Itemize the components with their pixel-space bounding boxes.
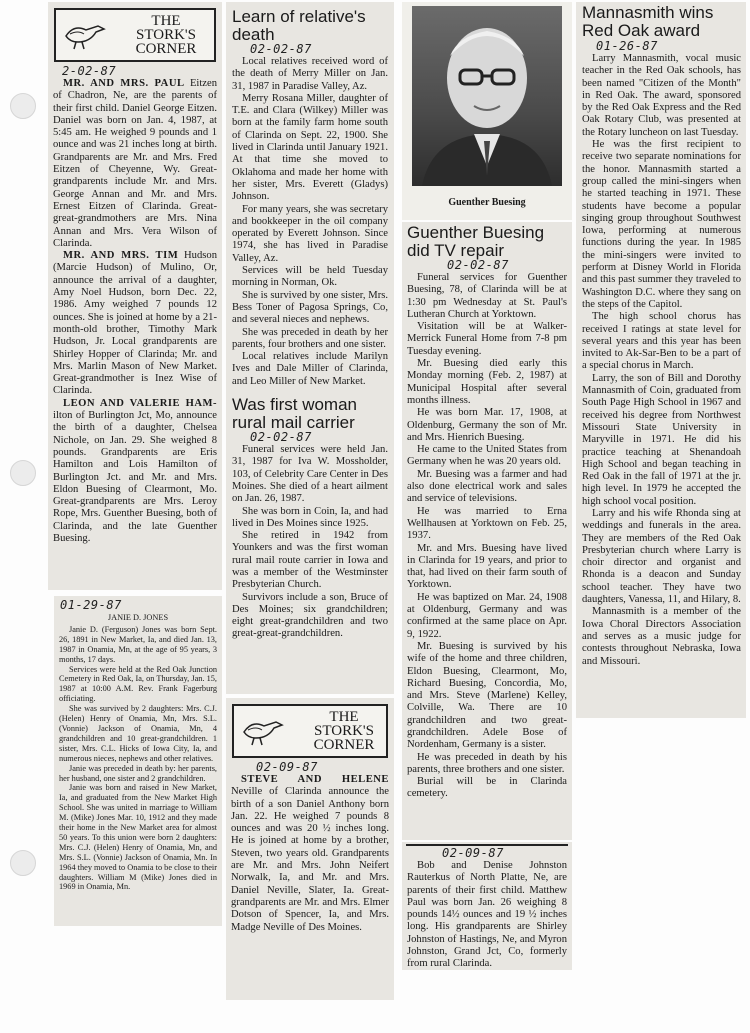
entry-lead: MR. AND MRS. PAUL [63, 78, 185, 89]
binder-hole [10, 850, 36, 876]
paragraph: Mr. and Mrs. Buesing have lived in Clarinda for 19 years, and prior to that, had lived on their farm south of Yorktown. [407, 542, 567, 591]
birth-announcement [226, 774, 394, 934]
buesing-photo-clipping [402, 2, 572, 220]
paragraph: He was born Mar. 17, 1908, at Oldenburg, Germany the son of Mr. and Mrs. Hienrich Buesing. [407, 407, 567, 443]
date-note: 2-02-87 [62, 64, 117, 78]
paragraph: She retired in 1942 from Younkers and was the first woman rural mail route carrier in Iowa and was a member of the Westminster Presbyterian Church. [232, 530, 388, 591]
paragraph: For many years, she was secretary and bookkeeper in the oil company operated by Everett Johnson. Since 1974, she has lived in Paradise Valley, Az. [232, 203, 388, 264]
title-line: CORNER [135, 41, 197, 57]
rauterkus-clipping [402, 842, 572, 970]
birth-announcement [402, 860, 572, 970]
paragraph: He was baptized on Mar. 24, 1908 at Oldenburg, Germany and was confirmed at the same place on Apr. 9, 1922. [407, 591, 567, 640]
paragraph: Local relatives include Marilyn Ives and Dale Miller of Clarinda, and Leo Miller of New Market. [232, 351, 388, 387]
entry-text: Neville of Clarinda announce the birth of a son Daniel Anthony born Jan. 22. He weighed 7 pounds 8 ounces and was 20 ½ inches long. He is joined at home by a brother, Steven, two years old. Grandparents are Mr. and Mrs. John Neifert Norwalk, Ia, and Mr. and Mrs. Daniel Neville, Slater, Ia. Great-grandparents are Mr. and Mrs. Elmer Dotson of Spencer, Ia, and Mrs. Madge Neville of Des Moines. [231, 786, 389, 933]
date-note: 02-09-87 [442, 846, 504, 860]
paragraph: Janie was born and raised in New Market, Ia, and graduated from the New Market High School. She was united in marriage to William M. (Mike) Jones Mar. 10, 1912 and they made their home in the New Market area for almost 50 years. To this union were born 2 daughters: Mrs. C.J. (Helen) Henry of Onamia, Mn, and Mrs. S.L. (Vonnie) Jackson of Onamia, Mn. In 1964 they moved to Onamia to be close to their daughters. William M (Mike) Jones died in 1969 in Onamia, Mn. [59, 783, 217, 892]
buesing-headline: Guenther Buesing did TV repair [407, 223, 545, 260]
paragraph: The high school chorus has received I ratings at state level for several years and this year has been invited to Ak-Sar-Ben to be a part of a special chorus in March. [582, 311, 741, 372]
date-note: 02-09-87 [256, 760, 318, 774]
mossholder-headline: Was first woman rural mail carrier [232, 395, 358, 433]
entry-lead: STEVE AND HELENE [241, 774, 389, 785]
date-note: 02-02-87 [447, 258, 509, 272]
paragraph: He was married to Erna Wellhausen at Yorktown on Feb. 25, 1937. [407, 505, 567, 542]
paragraph: Larry and his wife Rhonda sing at weddings and funerals in the area. They are members of the Red Oak Presbyterian church where Larry is choir director and organist and Rhonda is a deacon and Sunday school teacher. They have two daughters, Vanessa, 11, and Hilary, 8. [582, 507, 741, 606]
obituary-title: JANIE D. JONES [107, 613, 169, 622]
paragraph: Funeral services were held Jan. 31, 1987 for Iva W. Mossholder, 103, of Celebrity Care Center in Des Moines. She died of a heart ailment on Jan. 26, 1987. [232, 444, 388, 505]
stork-icon [64, 20, 106, 50]
title-line: STORK'S [314, 723, 374, 739]
storks-corner-logo [54, 8, 216, 62]
binder-hole [10, 460, 36, 486]
stork-icon [242, 716, 284, 746]
title-line: THE [329, 709, 359, 725]
date-note: 01-29-87 [60, 598, 122, 612]
jones-obituary-clipping [54, 596, 222, 926]
mannasmith-headline: Mannasmith wins Red Oak award [582, 3, 714, 40]
entry-lead: MR. AND MRS. TIM [63, 250, 179, 262]
date-note: 02-02-87 [250, 430, 312, 445]
binder-hole [10, 93, 36, 119]
portrait-figure [412, 6, 562, 186]
mannasmith-clipping [576, 2, 746, 718]
paragraph: Services were held at the Red Oak Junction Cemetery in Red Oak, Ia, on Thursday, Jan. 15, 1987 at 10:00 A.M. Rev. Frank Fagerburg officiating. [59, 664, 217, 704]
paragraph: Janie was preceded in death by: her parents, her husband, one sister and 2 grandchildren. [59, 763, 217, 783]
entry-text: Eitzen of Chadron, Ne, are the parents of their first child. Daniel George Eitzen. Daniel was born on Jan. 4, 1987, at 5:45 am. He weighed 9 pounds and 1 ounce and was 21 inches long at birth. Grandparents are Mr. and Mrs. Fred Eitzen of Cheyenne, Wy. Great-grandparents include Mr. and Mrs. George Annan and Mr. and Mrs. Ernest Eitzen of Clarinda. Great-great-grandmothers are Mrs. Nina Annan and Mrs. Vera Wilson of Clarinda. [53, 78, 217, 249]
paragraph: Visitation will be at Walker-Merrick Funeral Home from 7-8 pm Tuesday evening. [407, 321, 567, 357]
paragraph: Mr. Buesing is survived by his wife of the home and three children, Eldon Buesing, Clearmont, Mo, Richard Buesing, Concordia, Mo, and Mrs. Steve (Marlene) Kelley, Colville, Wa. There are 10 grandchildren and two great-grandchildren. Adele Bose of Nordenham, Germany is a sister. [407, 640, 567, 751]
birth-announcements [48, 78, 222, 545]
paragraph: He came to the United States from Germany when he was 20 years old. [407, 444, 567, 468]
miller-headline: Learn of relative's death [232, 7, 366, 44]
paragraph: Larry, the son of Bill and Dorothy Mannasmith of Coin, graduated from South Page High School in 1967 and received his degree from Northwest Missouri State University in Maryville in 1971. He did his practice teaching at Shenandoah High School and began teaching in Red Oak in the fall of 1971 at the jr. high level. In 1979 he accepted the high school vocal position. [582, 372, 741, 507]
storks-corner-logo [232, 704, 388, 758]
middle-column-clipping [226, 2, 394, 694]
paragraph: Burial will be in Clarinda cemetery. [407, 776, 567, 800]
title-line: STORK'S [136, 27, 196, 43]
storks-corner-clipping-2 [226, 698, 394, 1000]
paragraph: She was survived by 2 daughters: Mrs. C.J. (Helen) Henry of Onamia, Mn, Mrs. S.L. (Vonnie) Jackson of Onamia, Mn, 4 grandchildren and 10 great-grandchildren. 1 sister, Mrs. C.L. Hicks of Iowa City, Ia, and numerous nieces, nephews and other relatives. [59, 704, 217, 763]
storks-corner-title [304, 710, 384, 752]
date-note: 02-02-87 [250, 42, 312, 56]
mossholder-body [232, 444, 388, 641]
mannasmith-body [582, 53, 741, 668]
paragraph: She was born in Coin, Ia, and had lived in Des Moines since 1925. [232, 505, 388, 529]
paragraph: Merry Rosana Miller, daughter of T.E. and Clara (Wilkey) Miller was born at the family farm home south of Clarinda on Sept. 22, 1900. She lived in Clarinda until January 1921. At that time she moved to Oklahoma and made her home with her sister, Mrs. Everett (Gladys) Johnson. [232, 92, 388, 203]
title-line: THE [151, 13, 181, 29]
paragraph: He was preceded in death by his parents, three brothers and one sister. [407, 751, 567, 775]
paragraph: Janie D. (Ferguson) Jones was born Sept. 26, 1891 in New Market, Ia, and died Jan. 13, 1987 in Onamia, Mn, at the age of 95 years, 3 months, 17 days. [59, 624, 217, 664]
buesing-body [407, 272, 567, 801]
paragraph: Funeral services for Guenther Buesing, 78, of Clarinda will be at 1:30 pm Wednesday at St. Paul's Lutheran Church at Yorktown. [407, 272, 567, 320]
storks-corner-clipping [48, 2, 222, 590]
title-line: CORNER [313, 737, 375, 753]
paragraph: She is survived by one sister, Mrs. Bess Toner of Pagosa Springs, Co, and several nieces and nephews. [232, 289, 388, 326]
paragraph: Larry Mannasmith, vocal music teacher in the Red Oak schools, has been named "Citizen of the Month" in Red Oak. The award, sponsored by the Red Oak Express and the Red Oak Rotary Club, was presented at the Rotary luncheon on last Tuesday. [582, 53, 741, 138]
portrait-photo [412, 6, 562, 186]
buesing-obituary-clipping [402, 222, 572, 840]
entry-text: Hudson (Marcie Hudson) of Mulino, Or, announce the arrival of a daughter, Amy Noel Hudson, born Dec. 22, 1986. Amy weighed 7 pounds 12 ounces. She is joined at home by a 21-month-old brother, Timothy Mark Hudson, Jr. Local grandparents are Shirley Hopper of Clarinda; Mr. and Mrs. Marlin Mason of New Market. Great-grandmother is Inez Wise of Clarinda. [53, 250, 217, 397]
paragraph: Bob and Denise Johnston Rauterkus of North Platte, Ne, are parents of their first child. Matthew Paul was born Jan. 26 weighing 8 pounds 14½ ounces and 19 ½ inches long. His grandparents are Shirley Johnston of Hastings, Ne, and Myron Johnston, Grand Jct, Co, formerly from rural Clarinda. [407, 860, 567, 970]
paragraph: Mannasmith is a member of the Iowa Choral Directors Association and serves as a music judge for contests throughout Nebraska, Iowa and Missouri. [582, 606, 741, 667]
miller-body [232, 56, 388, 388]
photo-caption: Guenther Buesing [448, 197, 526, 208]
storks-corner-title [126, 14, 206, 56]
paragraph: Mr. Buesing was a farmer and had also done electrical work and sales and service of televisions. [407, 468, 567, 505]
paragraph: Local relatives received word of the death of Merry Miller on Jan. 31, 1987 in Paradise Valley, Az. [232, 56, 388, 92]
entry-text: ilton of Burlington Jct, Mo, announce the birth of a daughter, Chelsea Nichole, on Jan. 29. She weighed 8 pounds. Grandparents are Eris Hamilton and Lois Hamilton of Burlington Jct. and Mr. and Mrs. Eldon Buesing of Clearmont, Mo. Great-grandparents are Mrs. Leroy Rope, Mrs. Guenther Buesing, both of Clarinda, and the late Guenther Buesing. [53, 410, 217, 544]
paragraph: Survivors include a son, Bruce of Des Moines; six grandchildren; eight great-grandchildren and two great-great-grandchildren. [232, 591, 388, 640]
paragraph: She was preceded in death by her parents, four brothers and one sister. [232, 326, 388, 350]
paragraph: Services will be held Tuesday morning in Norman, Ok. [232, 265, 388, 289]
entry-lead: LEON AND VALERIE HAM- [63, 397, 217, 409]
paragraph: Mr. Buesing died early this Monday morning (Feb. 2, 1987) at Municipal Hospital after several months illness. [407, 358, 567, 406]
date-note: 01-26-87 [596, 39, 658, 53]
paragraph: He was the first recipient to receive two separate nominations for the honor. Mannasmith started a group called the mini-singers when he started teaching in 1971. These students have become a popular singing group throughout Southwest Iowa, performing at numerous functions during the year. In 1985 the mini-singers were invited to perform at Disney World in Florida and this past summer they traveled to Washington D.C. where they sang on the steps of the Capitol. [582, 139, 741, 310]
obituary-body [54, 625, 222, 892]
